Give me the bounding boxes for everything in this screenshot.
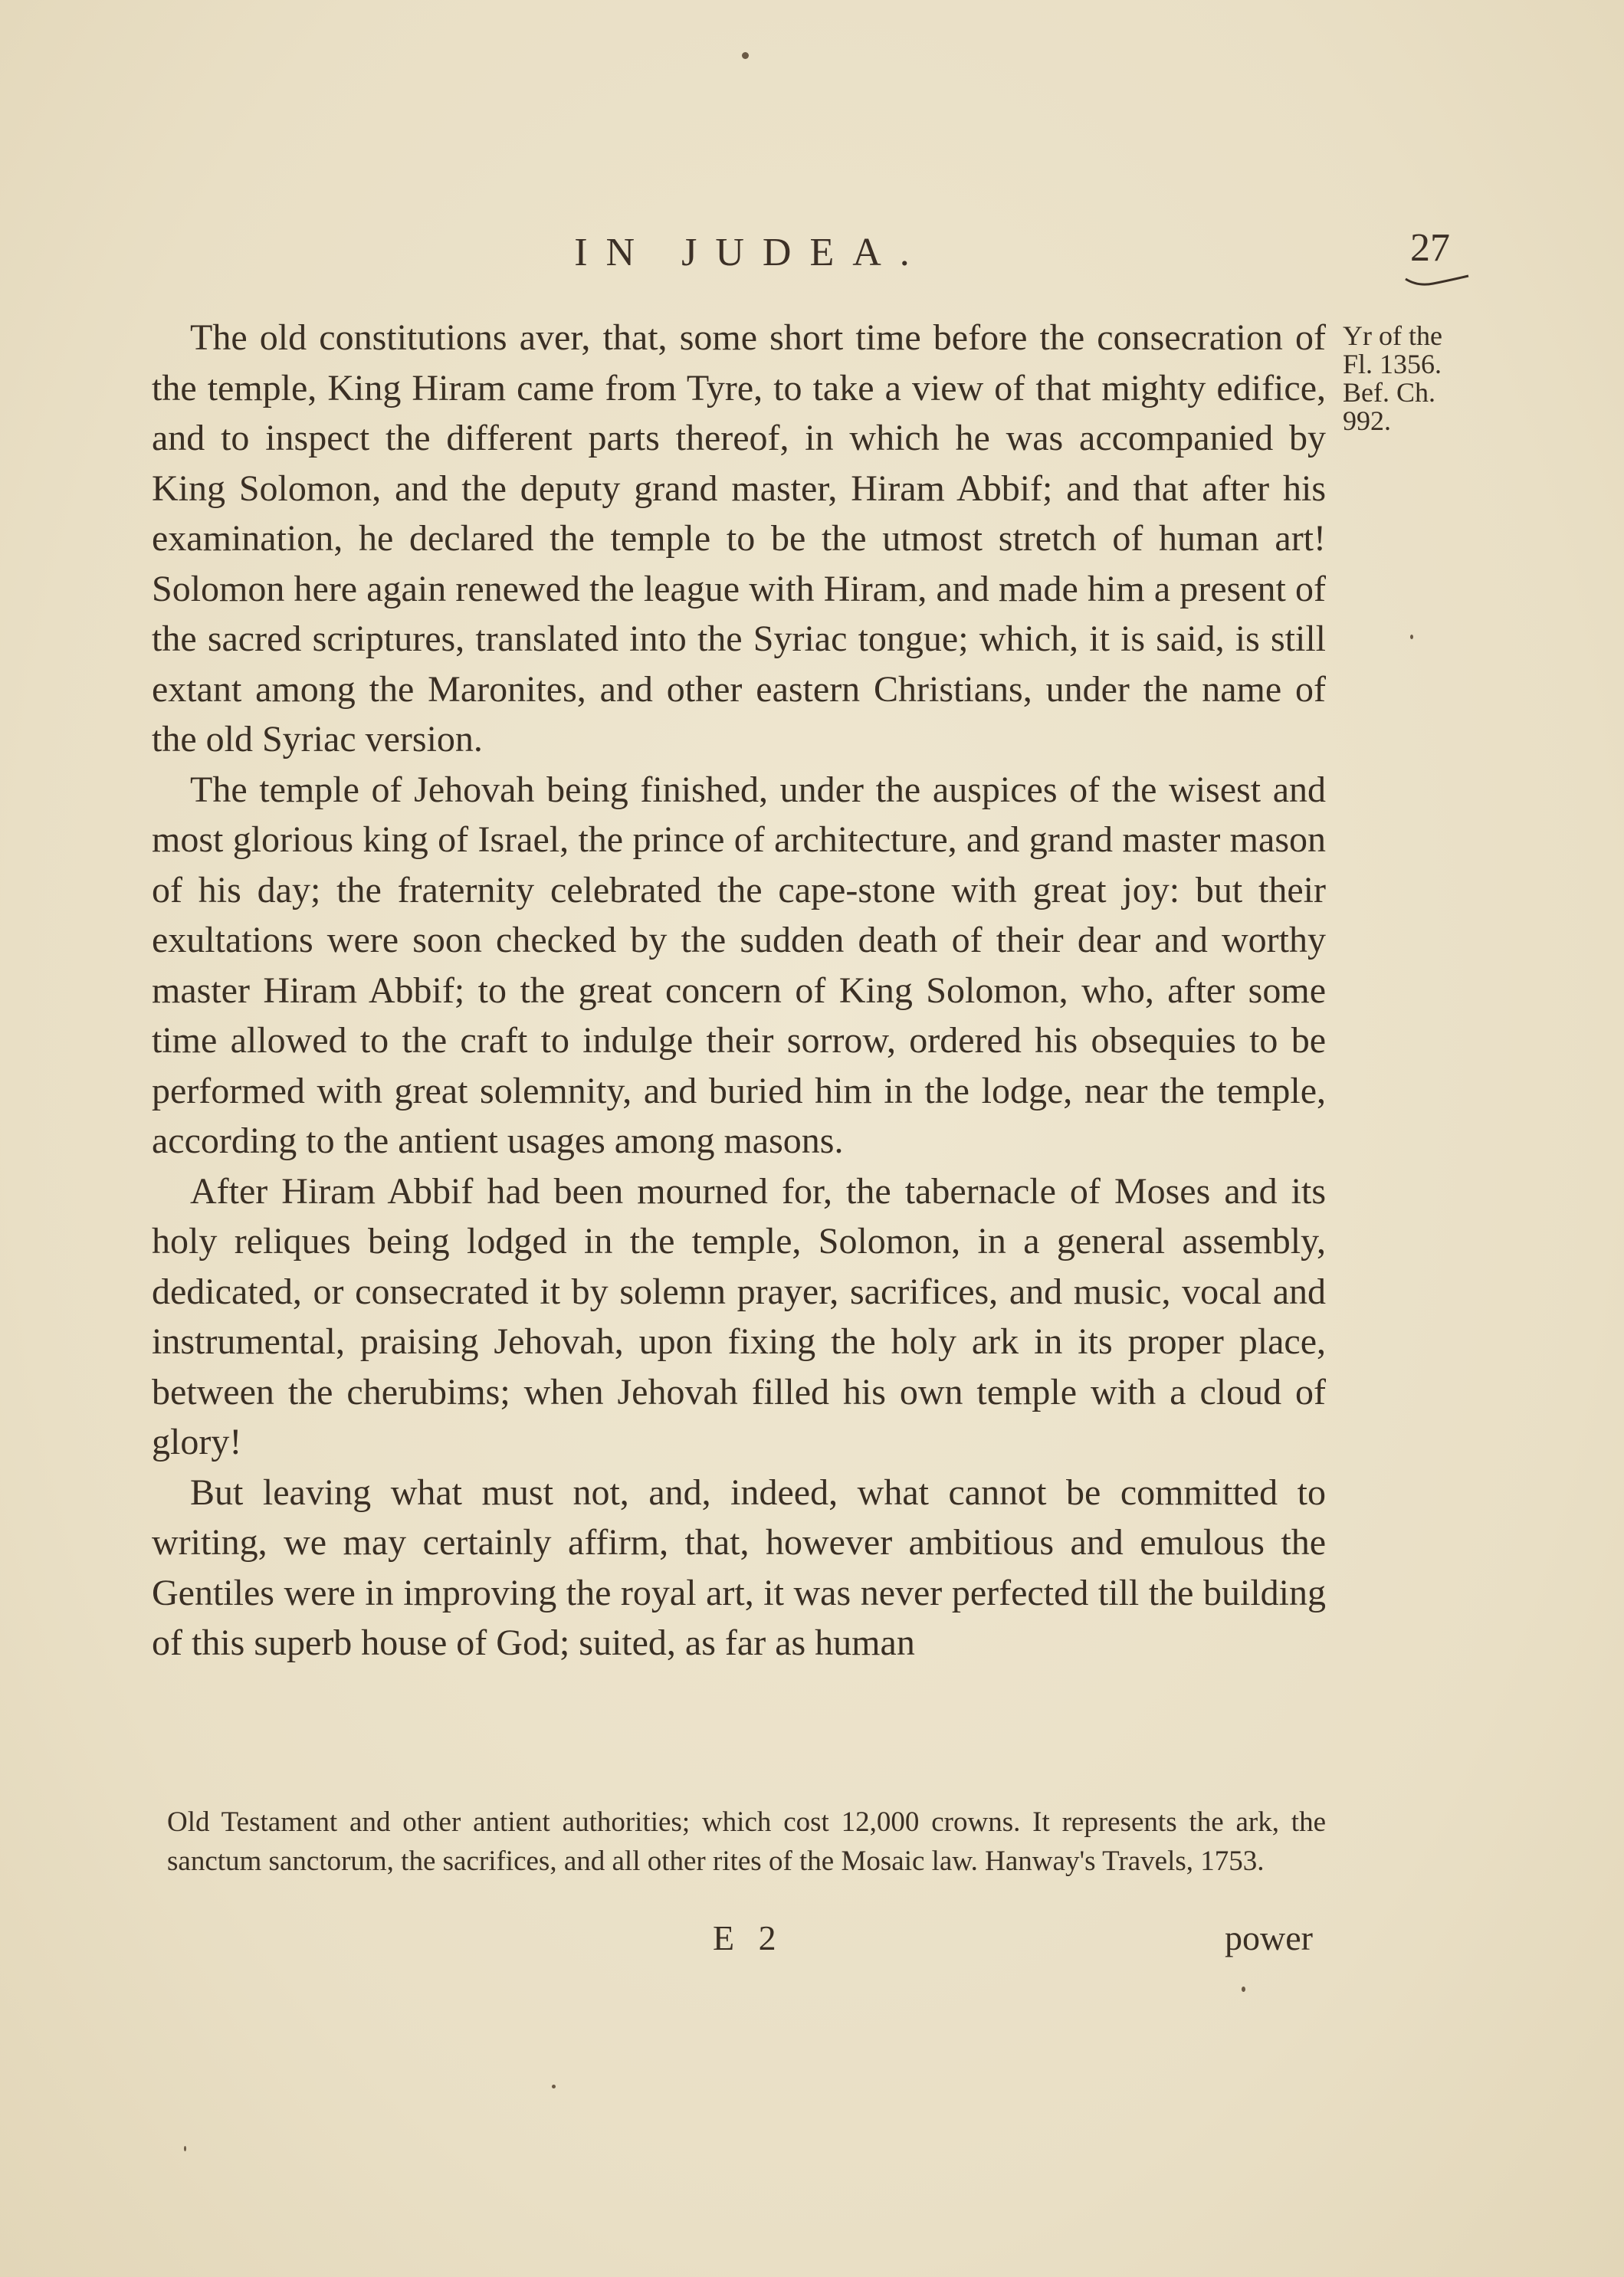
margin-note-line: 992.	[1343, 405, 1391, 436]
margin-note-date	[1343, 322, 1481, 435]
page-number-flourish-icon	[1403, 271, 1471, 290]
paragraph-royal-art: But leaving what must not, and, indeed, what cannot be committed to writing, we may certainly affirm, that, however ambitious and emulous the Gentiles were in improving the royal art, it was never perfected till the building of this superb house of God; suited, as far as human	[152, 1472, 1326, 1663]
page-header	[153, 226, 1471, 291]
running-head: IN JUDEA.	[574, 231, 928, 274]
paper-speck	[742, 52, 749, 59]
paper-speck	[184, 2146, 186, 2151]
paper-speck	[1410, 635, 1413, 639]
paragraph-dedication: After Hiram Abbif had been mourned for, the tabernacle of Moses and its holy reliques being lodged in the temple, Solomon, in a general assembly, dedicated, or consecrated it by solemn prayer, sacrifices, and music, vocal and instrumental, praising Jehovah, upon fixing the holy ark in its proper place, between the cherubims; when Jehovah filled his own temple with a cloud of glory!	[152, 1170, 1326, 1462]
margin-note-line: Bef. Ch.	[1343, 377, 1435, 408]
page-number: 27	[1410, 226, 1450, 270]
paragraph-constitutions: The old constitutions aver, that, some short time before the consecration of the temple, King Hiram came from Tyre, to take a view of that mighty edifice, and to inspect the different parts thereof, in which he was accompanied by King Solomon, and the deputy grand master, Hiram Abbif; and that after his examination, he declared the temple to be the utmost stretch of human art! Solomon here again renewed the league with Hiram, and made him a present of the sacred scriptures, translated into the Syriac tongue; which, it is said, is still extant among the Maronites, and other eastern Christians, under the name of the old Syriac version.	[152, 317, 1326, 760]
signature-mark: E 2	[713, 1918, 784, 1957]
catchword: power	[1225, 1918, 1313, 1957]
body-text	[152, 313, 1326, 1668]
footnote: Old Testament and other antient authorities; which cost 12,000 crowns. It represents the ark, the sanctum sanctorum, the sacrifices, and all other rites of the Mosaic law. Hanway's Travels, 1753.	[167, 1806, 1326, 1877]
paper-speck	[1242, 1987, 1245, 1992]
paper-speck	[552, 2085, 556, 2088]
margin-note-line: Fl. 1356.	[1343, 349, 1442, 379]
paragraph-temple-finished: The temple of Jehovah being finished, under the auspices of the wisest and most glorious king of Israel, the prince of architecture, and grand master mason of his day; the fraternity celebrated the cape-stone with great joy: but their exultations were soon checked by the sudden death of their dear and worthy master Hiram Abbif; to the great concern of King Solomon, who, after some time allowed to the craft to indulge their sorrow, ordered his obsequies to be performed with great solemnity, and buried him in the lodge, near the temple, according to the antient usages among masons.	[152, 769, 1326, 1161]
margin-note-line: Yr of the	[1343, 320, 1442, 351]
